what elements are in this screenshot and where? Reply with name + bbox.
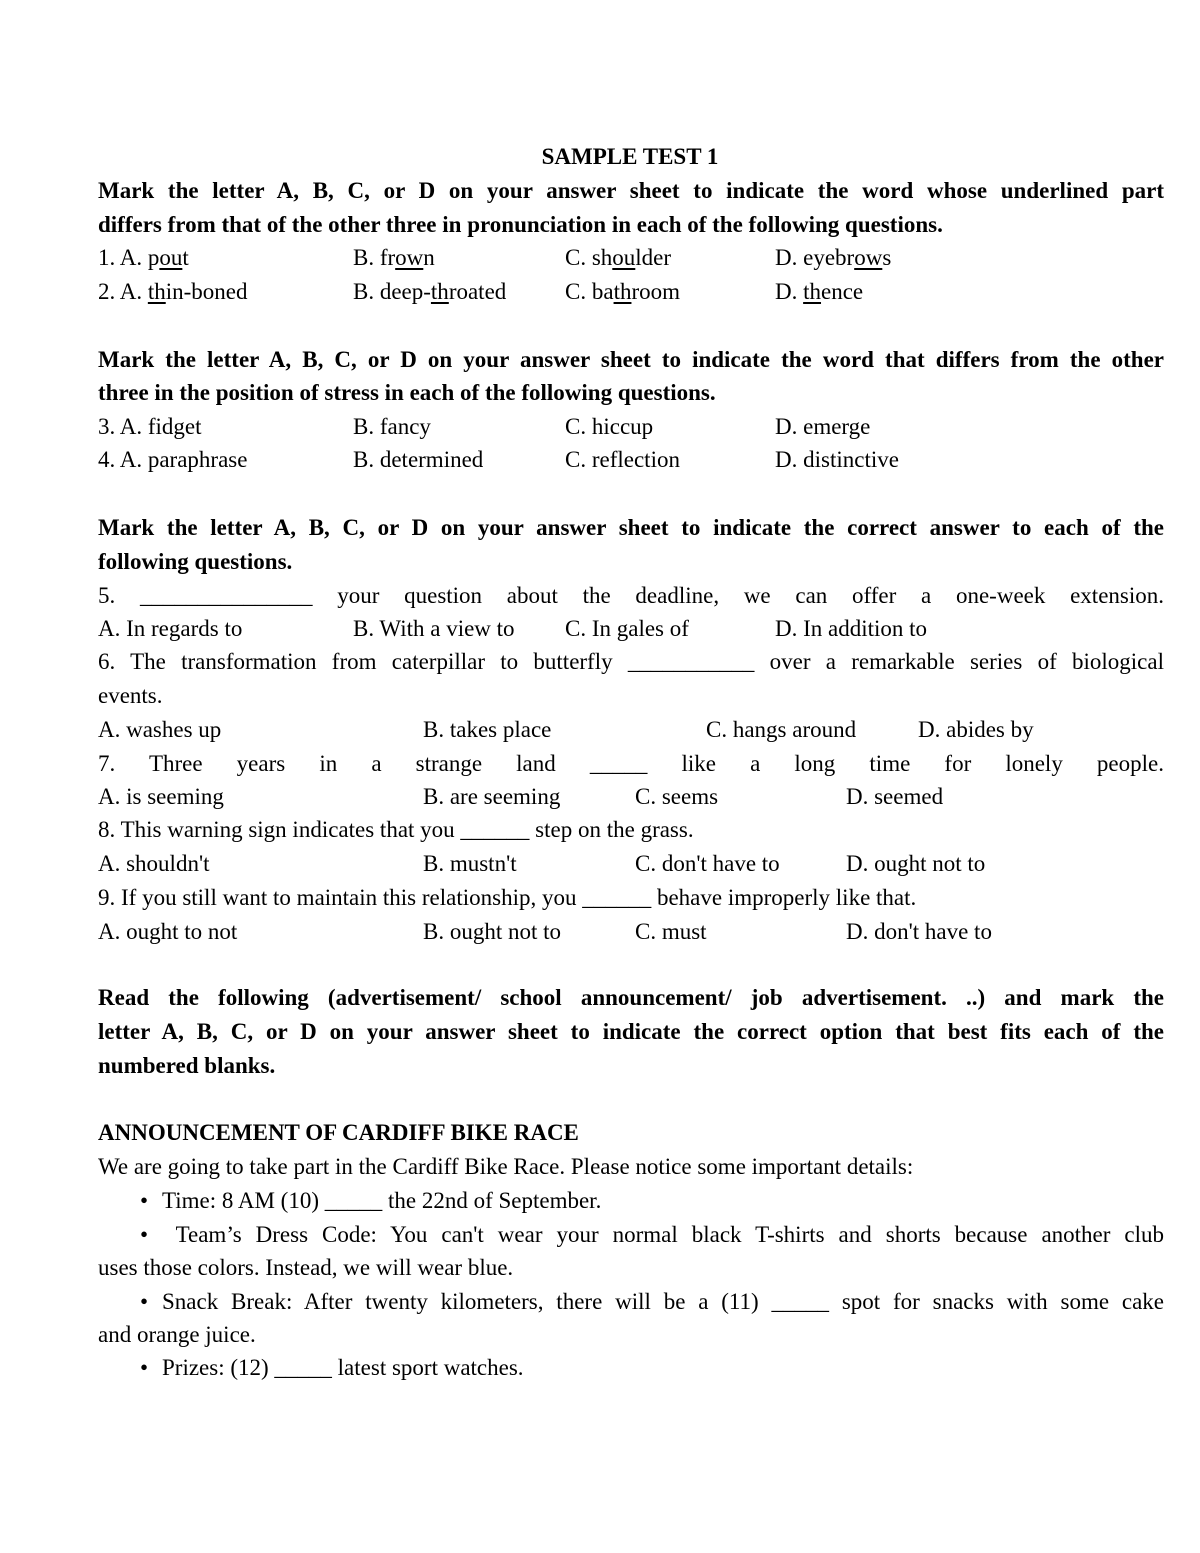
q9-option-b: B. ought not to: [423, 919, 562, 944]
q2-option-b: B. deep-throated: [353, 279, 507, 304]
q7-option-d: D. seemed: [846, 784, 944, 809]
page-title: SAMPLE TEST 1: [541, 144, 719, 169]
question-7-stem: 7. Three years in a strange land _____ like a long time for lonely people.: [98, 751, 1164, 776]
question-3: [98, 410, 1164, 444]
q8-option-a: A. shouldn't: [98, 851, 210, 876]
q1-option-d: D. eyebrows: [775, 245, 892, 270]
announcement-intro: We are going to take part in the Cardiff Bike Race. Please notice some important details:: [98, 1154, 914, 1179]
bullet-dress-code: [140, 1218, 1164, 1252]
q2-option-d: D. thence: [775, 279, 864, 304]
q8-option-b: B. mustn't: [423, 851, 517, 876]
bullet-time: [140, 1184, 1164, 1218]
bullet-dress-code-cont: uses those colors. Instead, we will wear blue.: [98, 1255, 514, 1280]
question-5-options: [98, 612, 1164, 646]
q2-option-a: 2. A. thin-boned: [98, 279, 248, 304]
q9-option-c: C. must: [635, 919, 707, 944]
q1-option-c: C. shoulder: [565, 245, 672, 270]
section4-instruction-end: numbered blanks.: [98, 1053, 276, 1078]
q5-option-b: B. With a view to: [353, 616, 515, 641]
question-6-stem-cont: events.: [98, 683, 163, 708]
bullet-snack-break-text: Snack Break: After twenty kilometers, there will be a (11) _____ spot for snacks with some cake: [162, 1289, 1164, 1314]
bullet-prizes: [140, 1351, 1164, 1385]
question-1: [98, 241, 1164, 275]
q9-option-a: A. ought to not: [98, 919, 238, 944]
question-6-stem: 6. The transformation from caterpillar to butterfly ___________ over a remarkable series of biological: [98, 649, 1164, 674]
q4-option-b: B. determined: [353, 447, 484, 472]
q4-option-c: C. reflection: [565, 447, 680, 472]
section3-instruction-cont: following questions.: [98, 549, 293, 574]
bullet-snack-break-cont: and orange juice.: [98, 1322, 256, 1347]
q3-option-c: C. hiccup: [565, 414, 654, 439]
bullet-prizes-text: Prizes: (12) _____ latest sport watches.: [162, 1355, 524, 1380]
q7-option-c: C. seems: [635, 784, 719, 809]
q6-option-a: A. washes up: [98, 717, 222, 742]
bullet-marker: •: [140, 1188, 149, 1213]
section4-instruction-cont: letter A, B, C, or D on your answer sheet to indicate the correct option that best fits each of the: [98, 1019, 1164, 1044]
bullet-snack-break: [140, 1285, 1164, 1319]
question-7-options: [98, 780, 1164, 814]
q9-option-d: D. don't have to: [846, 919, 992, 944]
q2-option-c: C. bathroom: [565, 279, 681, 304]
q1-option-a: 1. A. pout: [98, 245, 189, 270]
question-9-stem: 9. If you still want to maintain this relationship, you ______ behave improperly like that.: [98, 885, 917, 910]
question-8-stem: 8. This warning sign indicates that you ______ step on the grass.: [98, 817, 694, 842]
q5-option-c: C. In gales of: [565, 616, 689, 641]
q1-option-b: B. frown: [353, 245, 435, 270]
section2-instruction: Mark the letter A, B, C, or D on your answer sheet to indicate the word that differs from the other: [98, 347, 1164, 372]
q5-option-d: D. In addition to: [775, 616, 928, 641]
question-5-stem: 5. _______________ your question about the deadline, we can offer a one-week extension.: [98, 583, 1164, 608]
section2-instruction-cont: three in the position of stress in each of the following questions.: [98, 380, 716, 405]
q7-option-a: A. is seeming: [98, 784, 224, 809]
q7-option-b: B. are seeming: [423, 784, 561, 809]
q3-option-b: B. fancy: [353, 414, 431, 439]
question-8-options: [98, 847, 1164, 881]
q8-option-c: C. don't have to: [635, 851, 780, 876]
bullet-dress-code-text: Team’s Dress Code: You can't wear your normal black T-shirts and shorts because another club: [162, 1222, 1164, 1247]
section4-instruction: Read the following (advertisement/ school announcement/ job advertisement. ..) and mark the: [98, 985, 1164, 1010]
announcement-heading: ANNOUNCEMENT OF CARDIFF BIKE RACE: [98, 1120, 579, 1145]
q4-option-a: 4. A. paraphrase: [98, 447, 248, 472]
question-6-options: [98, 713, 1164, 747]
question-2: [98, 275, 1164, 309]
bullet-marker: •: [140, 1222, 149, 1247]
section1-instruction-cont: differs from that of the other three in pronunciation in each of the following questions.: [98, 212, 943, 237]
q8-option-d: D. ought not to: [846, 851, 986, 876]
q4-option-d: D. distinctive: [775, 447, 899, 472]
q6-option-c: C. hangs around: [706, 717, 857, 742]
bullet-time-text: Time: 8 AM (10) _____ the 22nd of September.: [162, 1188, 602, 1213]
q6-option-d: D. abides by: [918, 717, 1034, 742]
bullet-marker: •: [140, 1289, 149, 1314]
q6-option-b: B. takes place: [423, 717, 552, 742]
bullet-marker: •: [140, 1355, 149, 1380]
section3-instruction: Mark the letter A, B, C, or D on your answer sheet to indicate the correct answer to each of the: [98, 515, 1164, 540]
question-9-options: [98, 915, 1164, 949]
question-4: [98, 443, 1164, 477]
q3-option-d: D. emerge: [775, 414, 871, 439]
q3-option-a: 3. A. fidget: [98, 414, 202, 439]
section1-instruction: Mark the letter A, B, C, or D on your answer sheet to indicate the word whose underlined part: [98, 178, 1164, 203]
q5-option-a: A. In regards to: [98, 616, 243, 641]
